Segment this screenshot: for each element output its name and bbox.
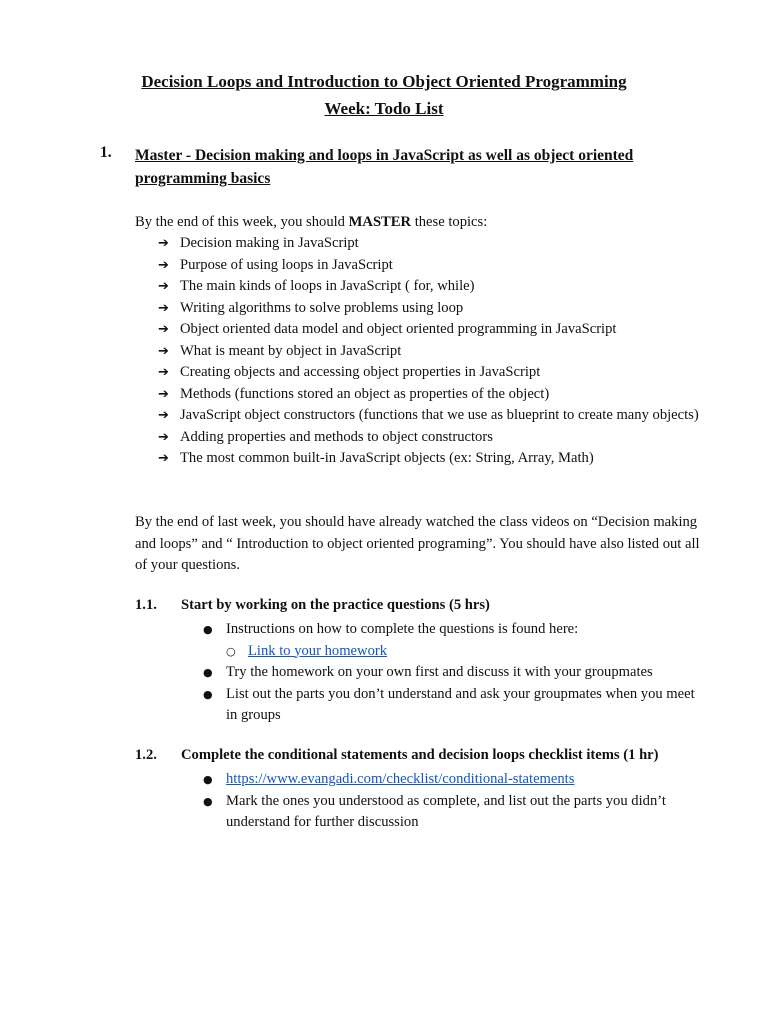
homework-link[interactable]: Link to your homework bbox=[248, 642, 388, 659]
section-number: 1. bbox=[100, 144, 112, 161]
bullet-icon: ● bbox=[203, 794, 213, 808]
topic-item bbox=[158, 448, 708, 470]
arrow-icon: ➔ bbox=[158, 343, 169, 359]
topic-item bbox=[158, 362, 708, 384]
intro-paragraph bbox=[135, 212, 705, 234]
list-item bbox=[203, 791, 708, 834]
title-line-2: Week: Todo List bbox=[324, 99, 444, 118]
topic-item bbox=[158, 405, 708, 427]
topic-text: JavaScript object constructors (functions that we use as blueprint to create many objects) bbox=[180, 407, 699, 423]
checklist-link[interactable]: https://www.evangadi.com/checklist/conditional-statements bbox=[226, 771, 575, 787]
topic-item bbox=[158, 427, 708, 449]
list-item-text: Mark the ones you understood as complete, and list out the parts you didn’t understand for further discussion bbox=[226, 792, 666, 830]
list-item-text: Try the homework on your own first and discuss it with your groupmates bbox=[226, 664, 653, 680]
list-item bbox=[203, 684, 708, 727]
topic-item bbox=[158, 384, 708, 406]
topic-text: Methods (functions stored an object as properties of the object) bbox=[180, 385, 550, 402]
arrow-icon: ➔ bbox=[158, 322, 169, 337]
list-item bbox=[203, 619, 708, 641]
intro-suffix: these topics: bbox=[411, 214, 488, 230]
topic-text: The main kinds of loops in JavaScript ( for, while) bbox=[180, 278, 475, 294]
topic-item bbox=[158, 276, 708, 298]
title-line-1: Decision Loops and Introduction to Object Oriented Programming bbox=[141, 72, 627, 91]
subsection-2-list bbox=[203, 769, 708, 834]
topic-item bbox=[158, 319, 708, 341]
subsection-1-number: 1.1. bbox=[135, 597, 157, 613]
section-heading: Master - Decision making and loops in JavaScript as well as object oriented programming basics bbox=[135, 147, 634, 187]
intro-prefix: By the end of this week, you should bbox=[135, 214, 349, 230]
topic-text: Decision making in JavaScript bbox=[180, 235, 359, 251]
arrow-icon: ➔ bbox=[158, 408, 169, 423]
arrow-icon: ➔ bbox=[158, 429, 169, 445]
topic-text: Adding properties and methods to object constructors bbox=[180, 428, 493, 445]
topic-text: What is meant by object in JavaScript bbox=[180, 342, 402, 359]
subsection-1-list bbox=[203, 619, 708, 727]
closing-paragraph: By the end of last week, you should have already watched the class videos on “Decision making and loops” and “ Introduction to object oriented programing”. You should have also listed out all of your questions. bbox=[135, 514, 700, 573]
list-item bbox=[203, 769, 708, 791]
topic-text: Object oriented data model and object oriented programming in JavaScript bbox=[180, 321, 617, 337]
list-item-text: Instructions on how to complete the questions is found here: bbox=[226, 621, 579, 637]
topic-item bbox=[158, 298, 708, 320]
bullet-icon: ● bbox=[203, 773, 213, 786]
bullet-icon: ● bbox=[203, 687, 213, 701]
bullet-icon: ● bbox=[203, 623, 213, 636]
topic-text: Purpose of using loops in JavaScript bbox=[180, 256, 393, 273]
topic-item bbox=[158, 233, 708, 255]
list-item bbox=[203, 662, 708, 684]
topic-text: Writing algorithms to solve problems using loop bbox=[180, 299, 464, 316]
topic-text: Creating objects and accessing object properties in JavaScript bbox=[180, 364, 541, 380]
arrow-icon: ➔ bbox=[158, 365, 169, 380]
list-item bbox=[203, 641, 708, 663]
subsection-1-title: Start by working on the practice questions (5 hrs) bbox=[181, 597, 490, 613]
arrow-icon: ➔ bbox=[158, 257, 169, 273]
topic-item bbox=[158, 341, 708, 363]
document-title bbox=[0, 68, 768, 122]
list-item-text: List out the parts you don’t understand and ask your groupmates when you meet in groups bbox=[226, 685, 695, 723]
topic-text: The most common built-in JavaScript objects (ex: String, Array, Math) bbox=[180, 450, 594, 466]
subsection-2-title: Complete the conditional statements and decision loops checklist items (1 hr) bbox=[181, 747, 659, 763]
intro-bold: MASTER bbox=[348, 214, 412, 230]
arrow-icon: ➔ bbox=[158, 279, 169, 294]
topics-list bbox=[158, 233, 708, 470]
arrow-icon: ➔ bbox=[158, 451, 169, 466]
arrow-icon: ➔ bbox=[158, 236, 169, 251]
bullet-icon: ● bbox=[203, 666, 213, 679]
subsection-2-number: 1.2. bbox=[135, 747, 157, 763]
arrow-icon: ➔ bbox=[158, 300, 169, 316]
circle-bullet-icon: ○ bbox=[226, 644, 236, 658]
topic-item bbox=[158, 255, 708, 277]
arrow-icon: ➔ bbox=[158, 386, 169, 402]
